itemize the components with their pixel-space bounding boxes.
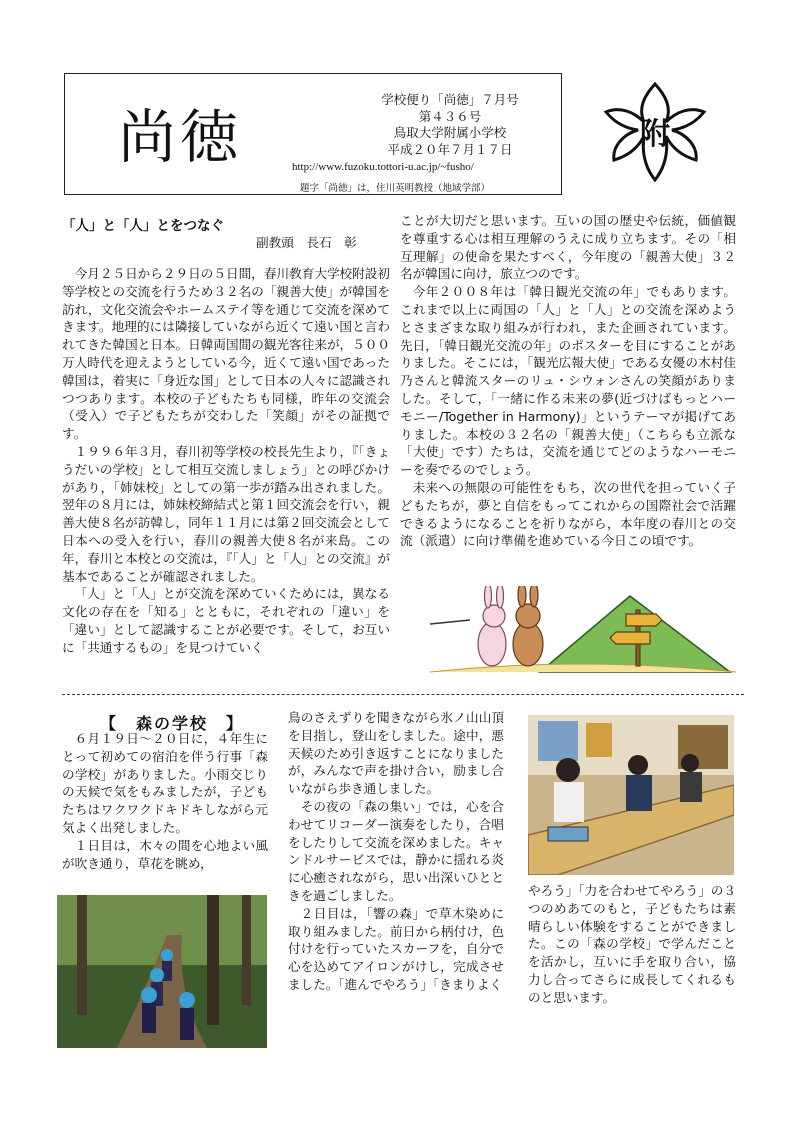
paragraph: 鳥のさえずりを聞きながら氷ノ山山頂を目指し，登山をしました。途中，悪天候のため引き返すことになりましたが，みんなで声を掛け合い，励まし合いながら歩き通しました。: [288, 710, 504, 797]
paragraph: １９９６年３月，春川初等学校の校長先生より，『「きょうだいの学校」として相互交流しましょう」との呼びかけがあり，「姉妹校」としての第一歩が踏み出されました。翌年の８月には，姉妹校締結式と第１回交流会を行い，親善大使８名が訪韓し，同年１１月には第２回交流会として日本への受入を行い，春川の親善大使８名が来島。この年，春川と本校との交流は，『「人」と「人」との交流』が基本であることが確認されました。: [62, 443, 390, 584]
school-url[interactable]: http://www.fuzoku.tottori-u.ac.jp/~fusho/: [292, 161, 474, 173]
article2-column-3: [528, 882, 736, 1007]
school-name: 鳥取大学附属小学校: [393, 125, 507, 141]
article2-title: 【 森の学校 】: [100, 714, 245, 733]
paragraph: 未来への無限の可能性をもち，次の世代を担っていく子どもたちが，夢と自信をもってこれからの国際社会で活躍できるようになることを祈りながら，本年度の春川との交流（派遣）に向け準備を進めている今日この頃です。: [400, 479, 736, 549]
ironing-activity-photo: [528, 715, 734, 875]
rabbit-pink: [478, 586, 506, 666]
title-credit: 題字「尚徳」は，住川英明教授（地域学部）: [300, 183, 491, 194]
forest-hike-photo: [57, 895, 267, 1048]
newsletter-name: 学校便り「尚徳」７月号: [381, 92, 519, 107]
rabbit-brown: [513, 586, 543, 666]
article2-column-2: [288, 709, 504, 994]
paragraph: ６月１９日～２０日に，４年生にとって初めての宿泊を伴う行事「森の学校」がありました。小雨交じりの天候で気をもみましたが，子どもたちはワクワクドキドキしながら元気よく出発しました。: [62, 731, 268, 835]
paragraph: ことが大切だと思います。互いの国の歴史や伝統，価値観を尊重する心は相互理解のうえに成り立ちます。その「相互理解」の使命を果たすべく，今年度の「親善大使」３２名が韓国に向け，旅立つのです。: [400, 213, 736, 282]
rabbits-mountain-illustration: [430, 586, 736, 676]
article1-title: 「人」と「人」とをつなぐ: [62, 218, 224, 234]
section-divider: [62, 694, 744, 695]
school-emblem: [594, 76, 716, 188]
paragraph: １日目は，木々の間を心地よい風が吹き通り，草花を眺め，: [62, 837, 268, 871]
article1-column-right: [400, 212, 736, 550]
masthead-info: [330, 92, 570, 158]
issue-number: 第４３６号: [418, 108, 482, 124]
article2-column-1: [62, 730, 268, 872]
iron: [548, 827, 588, 841]
paragraph: その夜の「森の集い」では，心を合わせてリコーダー演奏をしたり，合唱をしたりして交流を深めました。キャンドルサービスでは，静かに揺れる炎に心癒されながら，思い出深いひとときを過ごしました。: [288, 798, 504, 903]
issue-date: 平成２０年７月１７日: [387, 141, 513, 157]
paragraph: 今月２５日から２９日の５日間，春川教育大学校附設初等学校との交流を行うため３２名の「親善大使」が韓国を訪れ，文化交流会やホームステイ等を通じて交流を深めてきます。地理的には隣接していながら近くて遠い国と言われてきた韓国と日本。日韓両国間の観光客往来が，５００万人時代を迎えようとしている今，近くて遠い国であった韓国は，着実に「身近な国」として日本の人々に認識されつつあります。本校の子どもたちも同様，昨年の交流会（受入）で子どもたちが交わした「笑顔」がその証拠です。: [62, 266, 390, 442]
paragraph: ２日目は，「響の森」で草木染めに取り組みました。前日から柄付け，色付けを行っていたスカーフを，自分で心を込めてアイロンがけし，完成させました。「進んでやろう」「きまりよく: [288, 905, 504, 992]
paragraph: 「人」と「人」とが交流を深めていくためには，異なる文化の存在を「知る」とともに，それぞれの「違い」を「違い」として認識することが必要です。そして，お互いに「共通するもの」を見つけていく: [62, 586, 390, 655]
paragraph: やろう」「力を合わせてやろう」の３つのめあてのもと，子どもたちは素晴らしい体験をすることができました。この「森の学校」で学んだことを活かし，互いに手を取り合い，協力し合ってさらに成長してくれるものと思います。: [528, 883, 736, 1005]
paragraph: 今年２００８年は「韓日観光交流の年」でもあります。これまで以上に両国の「人」と「人」との交流を深めようとさまざまな取り組みが行われ，また企画されています。先日，「韓日観光交流の年」のポスターを目にすることがありました。そこには，「観光広報大使」である女優の木村佳乃さんと韓流スターのリュ・シウォンさんの笑顔がありました。そして，「一緒に作る未来の夢(近づけばもっとハーモニー/Together in Harmony)」というテーマが掲げてありました。本校の３２名の「親善大使」（こちらも立派な「大使」です）たちは，交流を通じてどのようなハーモニーを奏でるのでしょう。: [400, 284, 736, 478]
article1-author: 副教頭 長石 彰: [256, 235, 357, 250]
masthead-logo: 尚徳: [118, 103, 243, 171]
article1-column-left: [62, 265, 390, 657]
emblem-character: 附: [640, 117, 670, 152]
